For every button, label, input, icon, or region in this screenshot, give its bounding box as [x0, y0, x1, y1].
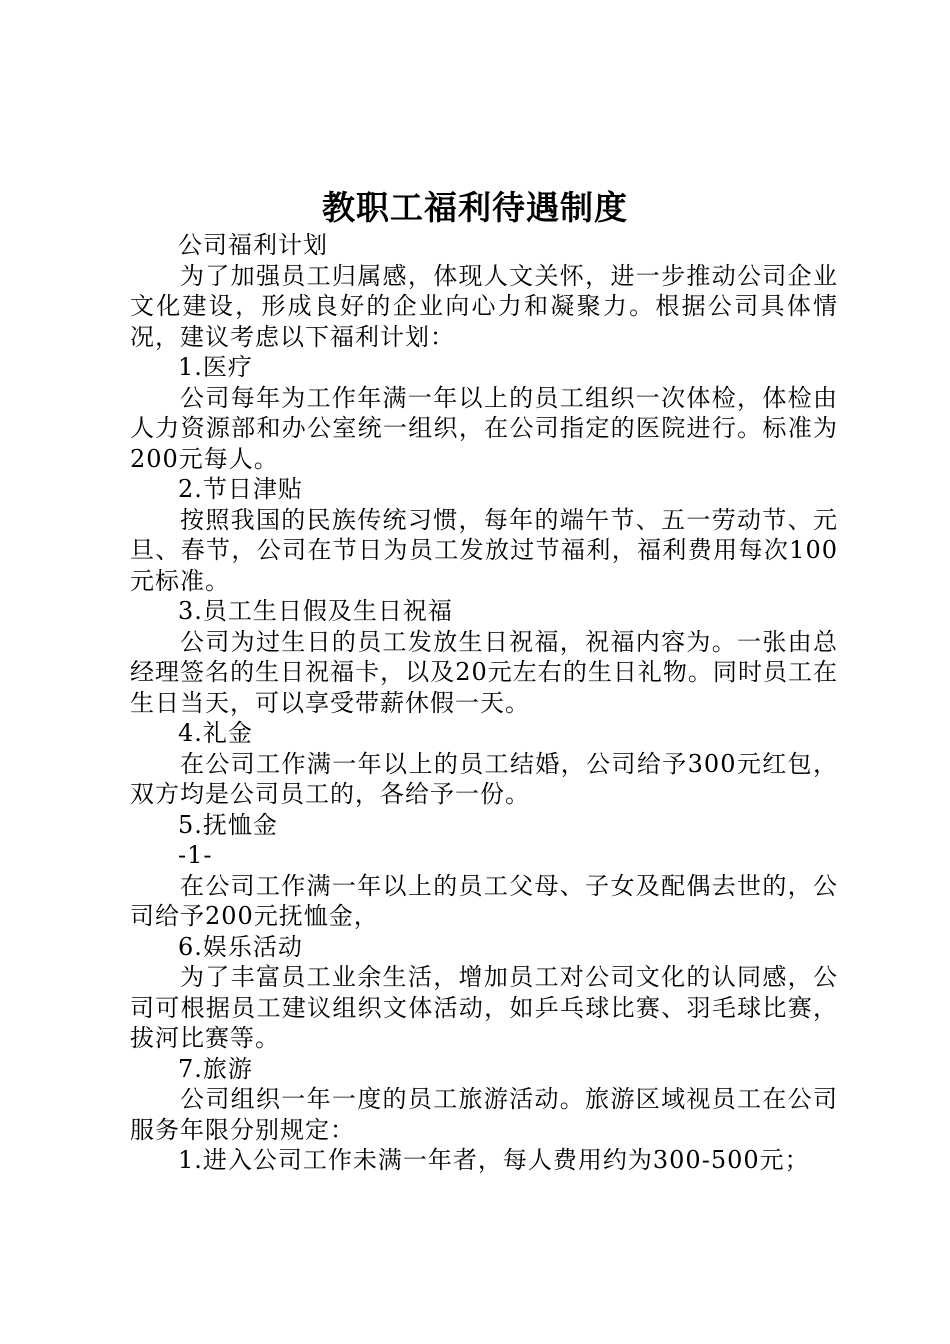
document-body: [130, 230, 838, 1176]
plan-subtitle: 公司福利计划: [178, 231, 328, 259]
section-heading-pension: 5.抚恤金: [178, 810, 278, 839]
section-body-medical: 公司每年为工作年满一年以上的员工组织一次体检，体检由人力资源部和办公室统一组织，在公司指定的医院进行。标准为200元每人。: [130, 383, 838, 473]
document-title: 教职工福利待遇制度: [322, 188, 628, 227]
section-body-pension: 在公司工作满一年以上的员工父母、子女及配偶去世的，公司给予200元抚恤金，: [130, 871, 838, 930]
section-body-travel: 公司组织一年一度的员工旅游活动。旅游区域视员工在公司服务年限分别规定：: [130, 1085, 838, 1144]
section-heading-holiday: 2.节日津贴: [178, 475, 303, 503]
section-heading-medical: 1.医疗: [178, 353, 253, 381]
section-heading-recreation: 6.娱乐活动: [178, 932, 303, 961]
section-heading-gift-money: 4.礼金: [178, 719, 253, 747]
section-body-birthday: 公司为过生日的员工发放生日祝福，祝福内容为。一张由总经理签名的生日祝福卡，以及20元左右的生日礼物。同时员工在生日当天，可以享受带薪休假一天。: [130, 627, 838, 717]
section-heading-birthday: 3.员工生日假及生日祝福: [178, 597, 453, 625]
travel-item-1: 1.进入公司工作未满一年者，每人费用约为300-500元；: [178, 1146, 810, 1174]
intro-paragraph: 为了加强员工归属感，体现人文关怀，进一步推动公司企业文化建设，形成良好的企业向心力和凝聚力。根据公司具体情况，建议考虑以下福利计划：: [130, 261, 838, 351]
section-body-holiday: 按照我国的民族传统习惯，每年的端午节、五一劳动节、元旦、春节，公司在节日为员工发放过节福利，福利费用每次100元标准。: [130, 505, 838, 595]
section-body-gift-money: 在公司工作满一年以上的员工结婚，公司给予300元红包，双方均是公司员工的，各给予一份。: [130, 749, 838, 808]
section-heading-travel: 7.旅游: [178, 1054, 253, 1083]
page-number: -1-: [178, 841, 213, 869]
section-body-recreation: 为了丰富员工业余生活，增加员工对公司文化的认同感，公司可根据员工建议组织文体活动，如乒乓球比赛、羽毛球比赛，拔河比赛等。: [130, 963, 838, 1052]
